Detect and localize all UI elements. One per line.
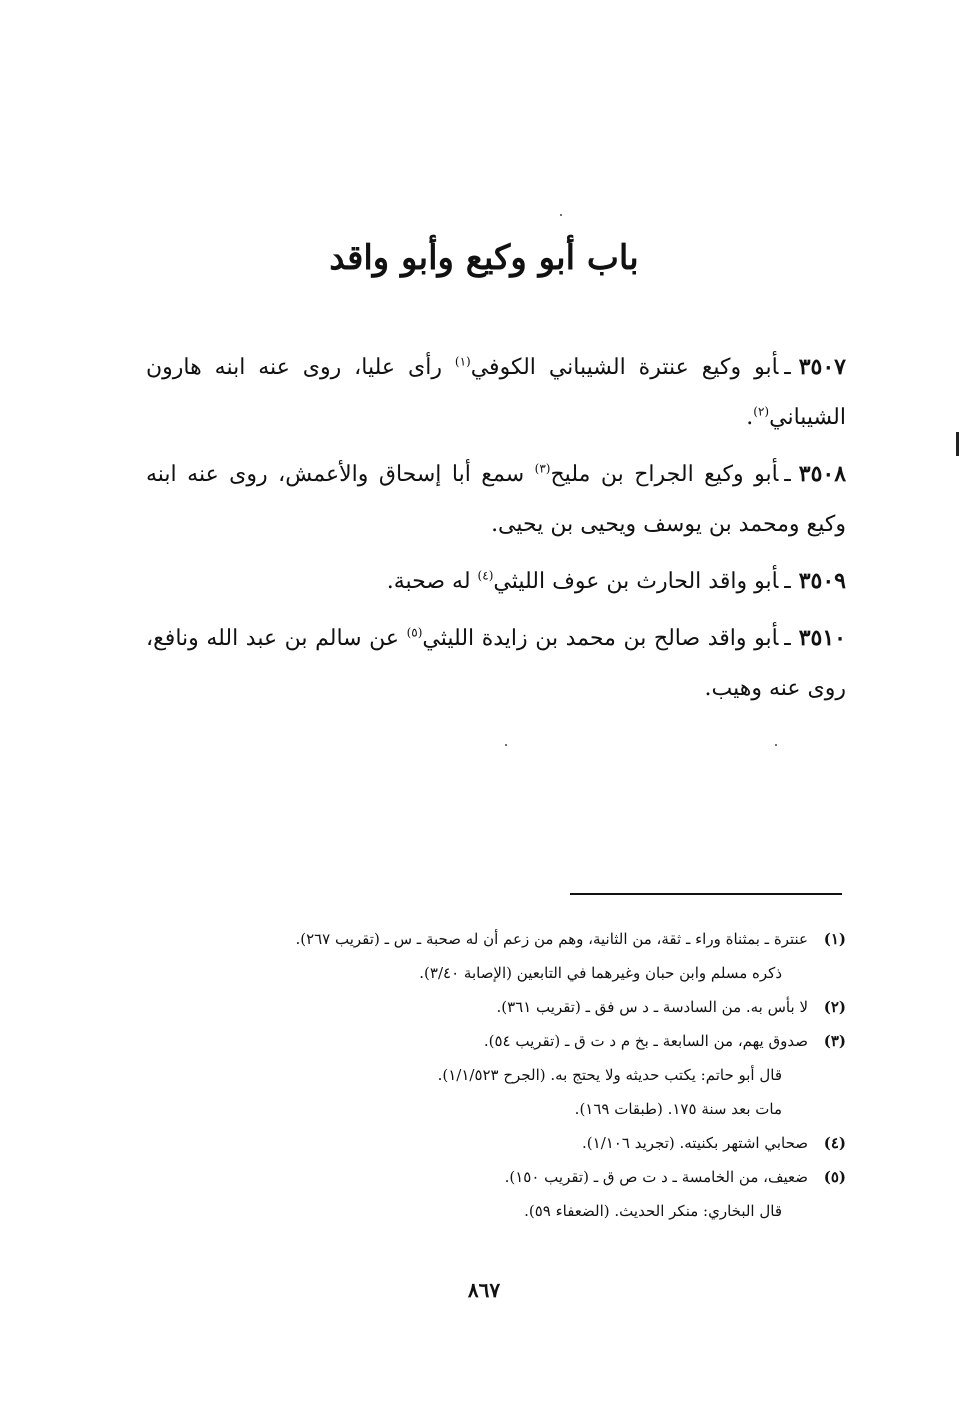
footnote-marker: (٢) <box>823 998 846 1016</box>
entry-dash: ـ <box>784 462 791 487</box>
footnote-marker: (١) <box>823 930 846 948</box>
entry-3508 <box>146 449 846 550</box>
entry-number: ٣٥٠٩ <box>798 568 846 594</box>
footnote-continuation: قال أبو حاتم: يكتب حديثه ولا يحتج به. (الجرح ١/١/٥٢٣). <box>437 1066 782 1084</box>
footnote-ref: (٢) <box>753 404 770 419</box>
footnote-marker: (٥) <box>823 1168 846 1186</box>
footnote-marker: (٤) <box>823 1134 846 1152</box>
footnote-text: عنترة ـ بمثناة وراء ـ ثقة، من الثانية، وهم من زعم أن له صحبة ـ س ـ (تقريب ٢٦٧). <box>295 930 808 948</box>
entry-text: أبو وكيع الجراح بن مليح <box>550 462 779 487</box>
footnote-continuation: مات بعد سنة ١٧٥. (طبقات ١٦٩). <box>574 1100 782 1118</box>
footnote-4 <box>136 1126 846 1160</box>
entry-dash: ـ <box>784 569 791 594</box>
footnote-continuation: ذكره مسلم وابن حبان وغيرهما في التابعين (الإصابة ٣/٤٠). <box>419 964 782 982</box>
entry-number: ٣٥٠٨ <box>798 461 847 487</box>
footnote-ref: (١) <box>454 354 471 369</box>
footnote-text: لا بأس به. من السادسة ـ د س فق ـ (تقريب ٣٦١). <box>496 998 808 1016</box>
entry-text: سمع أبا إسحاق والأعمش، روى عنه ابنه وكيع ومحمد بن يوسف ويحيى بن يحيى. <box>146 462 846 537</box>
entry-text: عن سالم بن عبد الله ونافع، روى عنه وهيب. <box>146 626 846 701</box>
scan-edge-mark <box>956 432 959 456</box>
footnote-5 <box>136 1160 846 1228</box>
entry-text: أبو واقد الحارث بن عوف الليثي <box>493 569 779 594</box>
scan-speck <box>775 744 777 746</box>
entry-text: أبو واقد صالح بن محمد بن زايدة الليثي <box>422 626 779 651</box>
entry-3507 <box>146 342 846 443</box>
scan-speck <box>560 214 562 216</box>
footnote-separator <box>570 893 842 895</box>
entry-dash: ـ <box>784 626 791 651</box>
footnote-ref: (٥) <box>406 625 423 640</box>
footnote-text: صحابي اشتهر بكنيته. (تجريد ١/١٠٦). <box>582 1134 808 1152</box>
entry-number: ٣٥٠٧ <box>798 354 846 380</box>
entry-text: رأى عليا، روى عنه ابنه هارون الشيباني <box>146 355 846 430</box>
footnote-text: ضعيف، من الخامسة ـ د ت ص ق ـ (تقريب ١٥٠). <box>504 1168 808 1186</box>
footnote-ref: (٤) <box>477 568 494 583</box>
entry-text: له صحبة. <box>386 569 478 594</box>
chapter-heading: باب أبو وكيع وأبو واقد <box>329 238 639 278</box>
entry-number: ٣٥١٠ <box>798 625 846 651</box>
footnote-1 <box>136 922 846 990</box>
footnote-2 <box>136 990 846 1024</box>
entries-list <box>146 342 846 720</box>
footnote-marker: (٣) <box>823 1032 846 1050</box>
footnote-ref: (٣) <box>534 461 551 476</box>
entry-text: . <box>746 405 754 430</box>
entry-dash: ـ <box>784 355 791 380</box>
footnote-3 <box>136 1024 846 1126</box>
footnote-text: صدوق يهم، من السابعة ـ بخ م د ت ق ـ (تقريب ٥٤). <box>483 1032 808 1050</box>
footnotes <box>136 922 846 1228</box>
page-number: ٨٦٧ <box>467 1278 501 1302</box>
scan-speck <box>505 744 507 746</box>
entry-3509 <box>146 556 846 607</box>
entry-3510 <box>146 613 846 714</box>
entry-text: أبو وكيع عنترة الشيباني الكوفي <box>470 355 779 380</box>
footnote-continuation: قال البخاري: منكر الحديث. (الضعفاء ٥٩). <box>524 1202 782 1220</box>
